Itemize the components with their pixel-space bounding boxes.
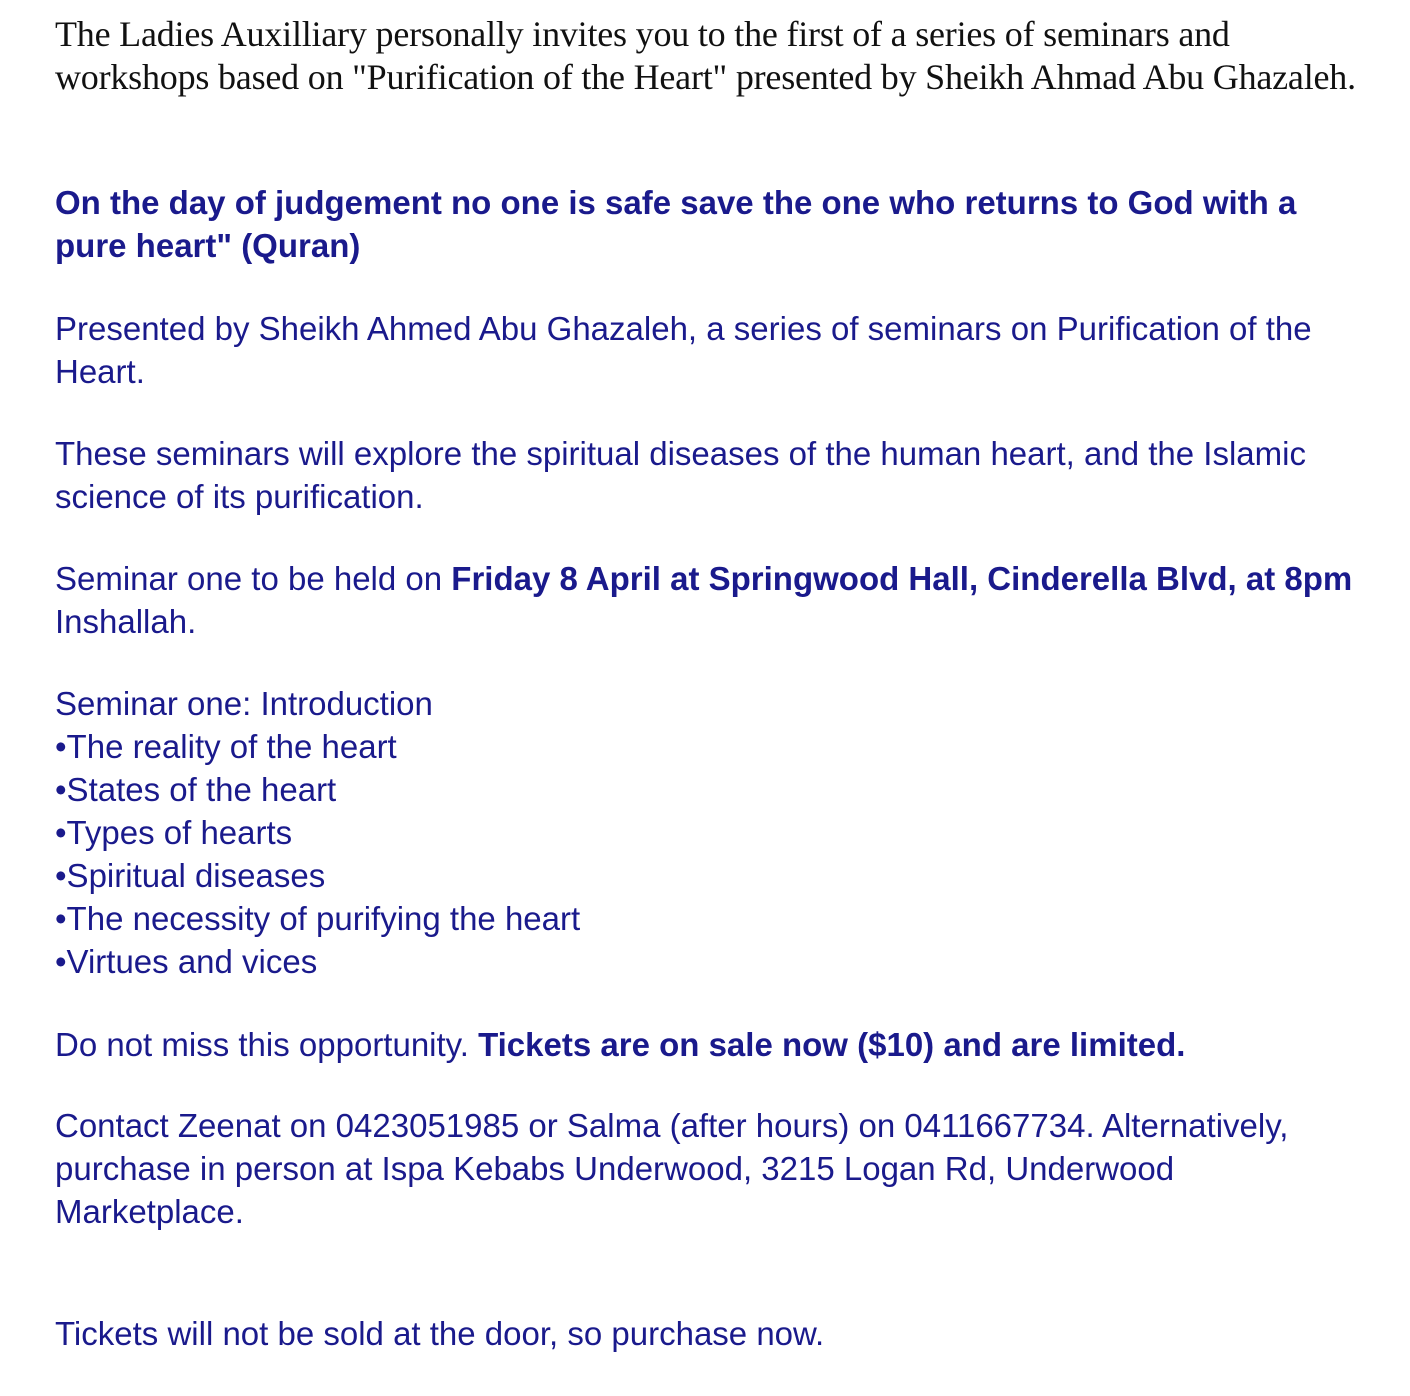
outline-heading: Seminar one: Introduction <box>55 685 433 722</box>
outline-item: •The necessity of purifying the heart <box>55 900 581 937</box>
contact-paragraph: Contact Zeenat on 0423051985 or Salma (after hours) on 0411667734. Alternatively, purchase in person at Ispa Kebabs Underwood, 3215 Logan Rd, Underwood Marketplace. <box>55 1107 1289 1230</box>
outline-item: •States of the heart <box>55 771 337 808</box>
outline-list <box>55 725 580 983</box>
intro-paragraph: The Ladies Auxilliary personally invites you to the first of a series of seminars and workshops based on "Purification of the Heart" presented by Sheikh Ahmad Abu Ghazaleh. <box>55 14 1356 97</box>
quran-quote: On the day of judgement no one is safe save the one who returns to God with a pure heart" (Quran) <box>55 184 1297 264</box>
outline-item: •The reality of the heart <box>55 728 397 765</box>
seminar-date-paragraph <box>55 557 1365 643</box>
seminar-date-suffix: Inshallah. <box>55 603 197 640</box>
door-sales-notice: Tickets will not be sold at the door, so purchase now. <box>55 1315 825 1352</box>
ticket-call-to-action <box>55 1023 1185 1066</box>
outline-item: •Virtues and vices <box>55 943 318 980</box>
cta-emphasis: Tickets are on sale now ($10) and are limited. <box>478 1026 1186 1063</box>
outline-item: •Types of hearts <box>55 814 293 851</box>
seminar-outline <box>55 682 580 983</box>
seminar-date-prefix: Seminar one to be held on <box>55 560 452 597</box>
topic-paragraph: These seminars will explore the spiritual diseases of the human heart, and the Islamic science of its purification. <box>55 435 1306 515</box>
seminar-date-details: Friday 8 April at Springwood Hall, Cinderella Blvd, at 8pm <box>451 560 1353 597</box>
outline-item: •Spiritual diseases <box>55 857 326 894</box>
cta-prefix: Do not miss this opportunity. <box>55 1026 479 1063</box>
presenter-paragraph: Presented by Sheikh Ahmed Abu Ghazaleh, a series of seminars on Purification of the Heart. <box>55 310 1312 390</box>
